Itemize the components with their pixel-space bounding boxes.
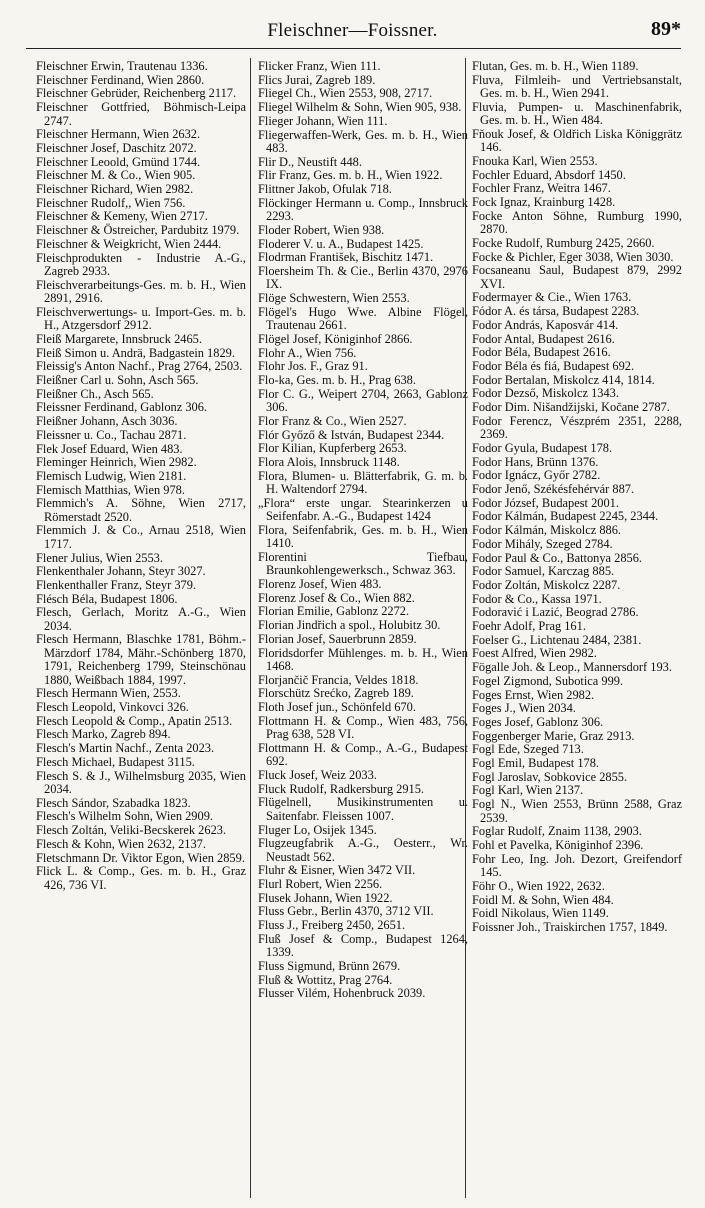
directory-entry: Fodor András, Kaposvár 414.	[472, 317, 619, 332]
directory-entry: Florian Jindřich a spol., Holubitz 30.	[258, 618, 441, 633]
directory-entry: Fleiß Margarete, Innsbruck 2465.	[36, 331, 202, 346]
directory-entry: Flodrman František, Bischitz 1471.	[258, 250, 434, 265]
directory-entry: Flugzeugfabrik A.-G., Oesterr., Wr. Neustadt 562.	[258, 836, 468, 864]
directory-entry: Fodor Béla, Budapest 2616.	[472, 345, 611, 360]
directory-entry: Foissner Joh., Traiskirchen 1757, 1849.	[472, 919, 668, 934]
directory-entry: Fogl Jaroslav, Sobkovice 2855.	[472, 769, 628, 784]
directory-entry: Florian Emilie, Gablonz 2272.	[258, 604, 410, 619]
directory-entry: Flek Josef Eduard, Wien 483.	[36, 441, 183, 456]
directory-entry: Focke & Pichler, Eger 3038, Wien 3030.	[472, 249, 674, 264]
running-head: Fleischner—Foissner.	[267, 20, 438, 41]
directory-entry: Flesch Zoltán, Veliki-Becskerek 2623.	[36, 823, 227, 838]
directory-entry: Flor C. G., Weipert 2704, 2663, Gablonz 306.	[258, 386, 468, 415]
column-1	[36, 60, 246, 1198]
directory-entry: Flesch's Martin Nachf., Zenta 2023.	[36, 741, 215, 756]
directory-entry: Flir D., Neustift 448.	[258, 154, 362, 169]
column-divider	[250, 58, 251, 1198]
directory-entry: Fleischner M. & Co., Wien 905.	[36, 168, 196, 183]
directory-entry: Flesch Marko, Zagreb 894.	[36, 727, 171, 742]
directory-entry: Fodor József, Budapest 2001.	[472, 495, 619, 510]
directory-entry: Flohr A., Wien 756.	[258, 345, 357, 360]
directory-entry: Fleischner Ferdinand, Wien 2860.	[36, 72, 205, 87]
directory-entry: Fochler Eduard, Absdorf 1450.	[472, 167, 626, 182]
directory-entry: Flor Franz & Co., Wien 2527.	[258, 413, 407, 428]
directory-entry: Fluva, Filmleih- und Vertriebsanstalt, Ges. m. b. H., Wien 2941.	[472, 72, 682, 101]
directory-entry: Flésch Béla, Budapest 1806.	[36, 591, 178, 606]
directory-entry: Fleischner & Östreicher, Pardubitz 1979.	[36, 223, 240, 238]
directory-entry: Flesch Sándor, Szabadka 1823.	[36, 795, 191, 810]
directory-entry: Fock Ignaz, Krainburg 1428.	[472, 195, 616, 210]
directory-entry: Focke Rudolf, Rumburg 2425, 2660.	[472, 235, 655, 250]
header-rule	[26, 48, 681, 49]
column-3	[472, 60, 682, 1198]
directory-entry: Florenz Josef, Wien 483.	[258, 577, 382, 592]
directory-entry: Fletschmann Dr. Viktor Egon, Wien 2859.	[36, 850, 245, 865]
directory-entry: Flemmich's A. Söhne, Wien 2717, Römerstadt 2520.	[36, 496, 246, 524]
directory-entry: Flenkenthaller Franz, Steyr 379.	[36, 577, 197, 592]
directory-entry: Fluck Josef, Weiz 2033.	[258, 768, 377, 782]
directory-entry: Foidl M. & Sohn, Wien 484.	[472, 892, 614, 907]
directory-entry: Fleischner Gebrüder, Reichenberg 2117.	[36, 86, 237, 101]
directory-entry: Flesch, Gerlach, Moritz A.-G., Wien 2034.	[36, 605, 246, 633]
directory-entry: Fleischner Hermann, Wien 2632.	[36, 127, 201, 142]
directory-entry: Florschütz Srećko, Zagreb 189.	[258, 686, 414, 701]
directory-entry: Fleischner & Kemeny, Wien 2717.	[36, 209, 208, 224]
directory-entry: Flicker Franz, Wien 111.	[258, 60, 381, 73]
directory-entry: Fodor Ferencz, Vészprém 2351, 2288, 2369.	[472, 413, 682, 442]
directory-entry: Fodor Zoltán, Miskolcz 2287.	[472, 577, 621, 592]
directory-entry: Fodoravić i Lazić, Beograd 2786.	[472, 605, 639, 620]
directory-entry: Flusek Johann, Wien 1922.	[258, 890, 393, 905]
directory-entry: Flesch Michael, Budapest 3115.	[36, 754, 195, 769]
directory-entry: Fluss J., Freiberg 2450, 2651.	[258, 918, 406, 933]
directory-entry: Fodor Gyula, Budapest 178.	[472, 440, 613, 455]
directory-entry: Foges Ernst, Wien 2982.	[472, 687, 595, 702]
directory-entry: Flór Győző & István, Budapest 2344.	[258, 427, 445, 442]
directory-entry: Floth Josef jun., Schönfeld 670.	[258, 700, 416, 715]
directory-entry: Fodor Hans, Brünn 1376.	[472, 454, 599, 469]
directory-entry: Flemisch Matthias, Wien 978.	[36, 482, 185, 497]
directory-entry: Foest Alfred, Wien 2982.	[472, 646, 597, 661]
directory-entry: Flurl Robert, Wien 2256.	[258, 877, 383, 892]
directory-entry: Foges Josef, Gablonz 306.	[472, 714, 604, 729]
column-2	[258, 60, 468, 1198]
directory-entry: Flor Kilian, Kupferberg 2653.	[258, 441, 407, 456]
directory-entry: Fohr Leo, Ing. Joh. Dezort, Greifendorf 145.	[472, 851, 682, 880]
directory-entry: Foehr Adolf, Prag 161.	[472, 619, 586, 634]
directory-entry: Foglar Rudolf, Znaim 1138, 2903.	[472, 824, 642, 839]
directory-entry: Fleißner Carl u. Sohn, Asch 565.	[36, 372, 199, 387]
directory-entry: Fodor Dezső, Miskolcz 1343.	[472, 386, 619, 401]
directory-entry: Fleischverarbeitungs-Ges. m. b. H., Wien 2891, 2916.	[36, 277, 246, 306]
directory-entry: Fleminger Heinrich, Wien 2982.	[36, 455, 197, 470]
directory-entry: Fodor Bertalan, Miskolcz 414, 1814.	[472, 372, 655, 387]
directory-entry: Fögalle Joh. & Leop., Mannersdorf 193.	[472, 660, 672, 675]
directory-entry: Foggenberger Marie, Graz 2913.	[472, 728, 635, 743]
directory-entry: Fluss Sigmund, Brünn 2679.	[258, 958, 401, 973]
directory-entry: Fluss Gebr., Berlin 4370, 3712 VII.	[258, 904, 434, 919]
directory-entry: Flesch's Wilhelm Sohn, Wien 2909.	[36, 809, 213, 824]
directory-entry: Fogl Emil, Budapest 178.	[472, 756, 600, 771]
directory-entry: Fleissner Ferdinand, Gablonz 306.	[36, 400, 208, 415]
directory-entry: Fliegerwaffen-Werk, Ges. m. b. H., Wien 483.	[258, 127, 468, 155]
directory-entry: Flieger Johann, Wien 111.	[258, 113, 388, 128]
directory-entry: Florentini Tiefbau, Braunkohlengewerksch., Schwaz 363.	[258, 549, 468, 578]
directory-entry: Flutan, Ges. m. b. H., Wien 1189.	[472, 60, 639, 73]
directory-entry: Flottmann H. & Comp., Wien 483, 756, Prag 638, 528 VI.	[258, 713, 468, 742]
directory-entry: Floridsdorfer Mühlenges. m. b. H., Wien 1468.	[258, 645, 468, 673]
directory-entry: Fluck Rudolf, Radkersburg 2915.	[258, 781, 425, 796]
directory-entry: Fodor Kálmán, Budapest 2245, 2344.	[472, 509, 659, 524]
directory-entry: Fliegel Wilhelm & Sohn, Wien 905, 938.	[258, 100, 462, 115]
directory-entry: Fogel Zigmond, Subotica 999.	[472, 673, 624, 688]
directory-entry: Fleißner Ch., Asch 565.	[36, 386, 154, 401]
directory-entry: Fodor Mihály, Szeged 2784.	[472, 536, 613, 551]
directory-entry: Fodermayer & Cie., Wien 1763.	[472, 290, 632, 305]
directory-entry: Fňouk Josef, & Oldřich Liska Königgrätz 146.	[472, 126, 682, 155]
directory-entry: Fodor Béla és fiá, Budapest 692.	[472, 358, 635, 373]
directory-entry: Flesch Hermann, Blaschke 1781, Böhm.-Märzdorf 1784, Mähr.-Schönberg 1870, 1791, Reichenberg 1799, Steinschönau 1880, Weißbach 1884, 1997.	[36, 632, 246, 687]
directory-entry: Florian Josef, Sauerbrunn 2859.	[258, 631, 417, 646]
directory-entry: Floersheim Th. & Cie., Berlin 4370, 2976 IX.	[258, 263, 468, 292]
page-number: 89*	[651, 18, 681, 40]
directory-entry: Focke Anton Söhne, Rumburg 1990, 2870.	[472, 208, 682, 237]
directory-entry: Flener Julius, Wien 2553.	[36, 550, 163, 565]
directory-entry: Fleissig's Anton Nachf., Prag 2764, 2503.	[36, 359, 243, 374]
directory-entry: Fodor Paul & Co., Battonya 2856.	[472, 550, 643, 565]
directory-entry: Flügelnell, Musikinstrumenten u. Saitenfabr. Fleissen 1007.	[258, 795, 468, 823]
directory-entry: Fohl et Pavelka, Königinhof 2396.	[472, 838, 644, 852]
directory-entry: Flics Jurai, Zagreb 189.	[258, 72, 376, 87]
directory-entry: Flemisch Ludwig, Wien 2181.	[36, 468, 187, 483]
directory-entry: Flora Alois, Innsbruck 1148.	[258, 454, 400, 469]
page-header	[0, 10, 705, 50]
directory-entry: Flittner Jakob, Ofulak 718.	[258, 182, 392, 197]
directory-entry: Flohr Jos. F., Graz 91.	[258, 359, 368, 374]
directory-entry: Flick L. & Comp., Ges. m. b. H., Graz 426, 736 VI.	[36, 864, 246, 892]
directory-entry: Flottmann H. & Comp., A.-G., Budapest 692.	[258, 740, 468, 769]
directory-entry: Fluß Josef & Comp., Budapest 1264, 1339.	[258, 931, 468, 960]
directory-entry: Fodor Ignácz, Győr 2782.	[472, 468, 601, 483]
directory-entry: Florjančič Francia, Veldes 1818.	[258, 672, 419, 687]
directory-entry: Fogl Karl, Wien 2137.	[472, 783, 584, 798]
directory-entry: Fodor Dim. Nišandžijski, Kočane 2787.	[472, 400, 670, 415]
directory-entry: Fleischner & Weigkricht, Wien 2444.	[36, 236, 222, 251]
directory-entry: Fleischner Leoold, Gmünd 1744.	[36, 154, 201, 169]
directory-entry: Flusser Vilém, Hohenbruck 2039.	[258, 986, 426, 1001]
directory-entry: Florenz Josef & Co., Wien 882.	[258, 590, 415, 605]
directory-entry: Flir Franz, Ges. m. b. H., Wien 1922.	[258, 168, 443, 183]
directory-entry: Fódor A. és társa, Budapest 2283.	[472, 304, 640, 319]
directory-entry: Fleissner u. Co., Tachau 2871.	[36, 427, 187, 442]
directory-entry: Floder Robert, Wien 938.	[258, 222, 385, 237]
directory-entry: Flo-ka, Ges. m. b. H., Prag 638.	[258, 372, 416, 387]
directory-entry: Flesch & Kohn, Wien 2632, 2137.	[36, 836, 206, 851]
directory-entry: Fleischner Rudolf,, Wien 756.	[36, 195, 186, 210]
directory-entry: Fodor Samuel, Karczag 885.	[472, 564, 615, 579]
directory-entry: Fleischverwertungs- u. Import-Ges. m. b. H., Atzgersdorf 2912.	[36, 304, 246, 333]
directory-entry: Fodor Antal, Budapest 2616.	[472, 331, 615, 346]
directory-entry: Flesch Hermann Wien, 2553.	[36, 686, 181, 701]
directory-entry: Floderer V. u. A., Budapest 1425.	[258, 236, 424, 251]
directory-entry: Fluvia, Pumpen- u. Maschinenfabrik, Ges. m. b. H., Wien 484.	[472, 99, 682, 128]
directory-entry: Flemmich J. & Co., Arnau 2518, Wien 1717.	[36, 523, 246, 551]
directory-entry: Foelser G., Lichtenau 2484, 2381.	[472, 632, 642, 647]
directory-entry: Föhr O., Wien 1922, 2632.	[472, 878, 605, 893]
directory-entry: Flesch Leopold, Vinkovci 326.	[36, 700, 189, 715]
directory-entry: Fluger Lo, Osijek 1345.	[258, 822, 377, 837]
directory-entry: Focsaneanu Saul, Budapest 879, 2992 XVI.	[472, 263, 682, 291]
directory-entry: Fnouka Karl, Wien 2553.	[472, 154, 598, 169]
directory-entry: Flögel Josef, Königinhof 2866.	[258, 331, 413, 346]
directory-entry: Fochler Franz, Weitra 1467.	[472, 181, 611, 196]
directory-entry: Fliegel Ch., Wien 2553, 908, 2717.	[258, 86, 433, 101]
directory-entry: Flora, Seifenfabrik, Ges. m. b. H., Wien 1410.	[258, 522, 468, 551]
directory-entry: Flöckinger Hermann u. Comp., Innsbruck 2293.	[258, 195, 468, 224]
directory-entry: Fluhr & Eisner, Wien 3472 VII.	[258, 863, 416, 878]
directory-entry: Foges J., Wien 2034.	[472, 701, 576, 716]
directory-entry: Foidl Nikolaus, Wien 1149.	[472, 906, 609, 921]
directory-entry: Flenkenthaler Johann, Steyr 3027.	[36, 564, 206, 579]
directory-entry: Fodor Jenő, Székésfehérvár 887.	[472, 482, 635, 497]
directory-entry: Fleiß Simon u. Andrä, Badgastein 1829.	[36, 345, 235, 360]
directory-entry: Fluß & Wottitz, Prag 2764.	[258, 972, 393, 987]
directory-entry: Fleischner Gottfried, Böhmisch-Leipa 2747.	[36, 100, 246, 128]
directory-entry: Flesch S. & J., Wilhelmsburg 2035, Wien 2034.	[36, 768, 246, 796]
directory-entry: Flesch Leopold & Comp., Apatin 2513.	[36, 713, 233, 728]
directory-entry: Fleischner Richard, Wien 2982.	[36, 182, 194, 197]
directory-entry: Fogl Ede, Szeged 713.	[472, 742, 584, 757]
directory-entry: Flögel's Hugo Wwe. Albine Flögel, Trautenau 2661.	[258, 304, 468, 333]
directory-entry: Fleischner Erwin, Trautenau 1336.	[36, 60, 208, 73]
directory-entry: Fleischprodukten - Industrie A.-G., Zagreb 2933.	[36, 250, 246, 278]
directory-entry: Fleißner Johann, Asch 3036.	[36, 414, 178, 429]
directory-entry: Fogl N., Wien 2553, Brünn 2588, Graz 2539.	[472, 797, 682, 825]
directory-entry: „Flora“ erste ungar. Stearinkerzen u Seifenfabr. A.-G., Budapest 1424	[258, 495, 468, 524]
directory-entry: Flöge Schwestern, Wien 2553.	[258, 291, 410, 306]
directory-entry: Fleischner Josef, Daschitz 2072.	[36, 140, 197, 155]
directory-entry: Flora, Blumen- u. Blätterfabrik, G. m. b. H. Waltendorf 2794.	[258, 468, 468, 497]
directory-entry: Fodor Kálmán, Miskolcz 886.	[472, 523, 622, 538]
directory-entry: Fodor & Co., Kassa 1971.	[472, 591, 602, 606]
